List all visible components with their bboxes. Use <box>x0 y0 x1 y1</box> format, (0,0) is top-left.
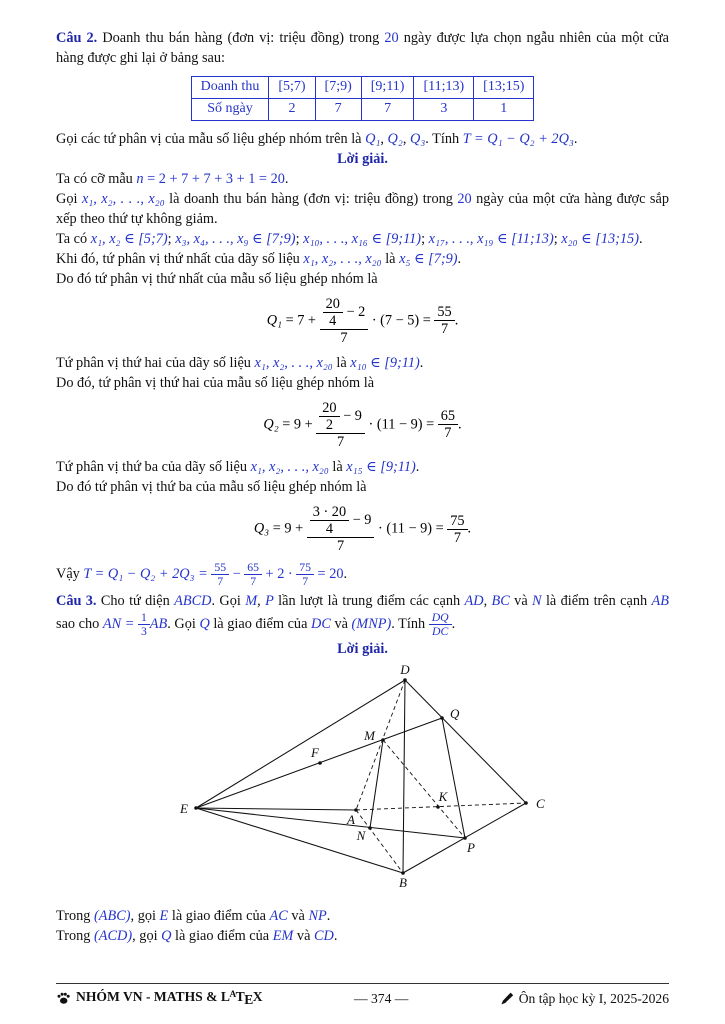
text-segment: sao cho <box>56 616 103 633</box>
table-cell: 7 <box>361 98 414 120</box>
text-segment: 7 <box>440 321 449 338</box>
text-segment: DC <box>311 616 331 633</box>
text-segment: 4 <box>329 312 337 329</box>
text-segment: 55 <box>214 561 227 574</box>
text-segment: . <box>326 907 331 924</box>
fraction <box>434 304 454 337</box>
fraction <box>138 611 150 638</box>
text-segment: . Tính <box>391 616 429 633</box>
text-segment: Q₃ <box>410 130 426 147</box>
figure-edge-PQ <box>442 718 465 838</box>
fraction <box>316 400 365 450</box>
page-number: — 374 — <box>353 990 409 1006</box>
text-segment: . <box>467 520 472 537</box>
text-segment: 65 <box>440 408 456 425</box>
text-segment: AC <box>269 907 288 924</box>
text-segment: là điểm trên cạnh <box>541 593 652 610</box>
text-segment: Q₂ <box>387 130 403 147</box>
fraction <box>438 408 458 441</box>
solution-heading-q2 <box>56 149 669 169</box>
text-segment: − <box>229 565 245 582</box>
footer-right-text: Ôn tập học kỳ I, 2025-2026 <box>518 990 669 1006</box>
text-segment: (ACD) <box>94 927 133 944</box>
latex-logo: $L^ATEX$ <box>220 989 263 1007</box>
equation-q3 <box>56 504 669 554</box>
figure-edge-MP-hidden <box>383 740 465 838</box>
text-segment: , <box>257 593 266 610</box>
text-segment: . <box>457 250 462 267</box>
figure-point-K <box>436 805 440 809</box>
q2-problem-statement <box>56 28 669 68</box>
text-segment: là <box>332 354 351 371</box>
text-segment: 3 <box>140 625 147 639</box>
table-cell: [9;11) <box>361 77 414 99</box>
text-segment: Do đó, tứ phân vị thứ hai của mẫu số liệu ghép nhóm là <box>56 374 375 391</box>
text-segment: ABCD <box>174 593 212 610</box>
text-segment: DC <box>432 625 449 639</box>
q3-line-construct-e <box>56 906 669 926</box>
figure-point-E <box>194 806 198 810</box>
text-segment: là giao điểm của <box>168 907 270 924</box>
figure-point-M <box>381 738 385 742</box>
table-cell: 7 <box>315 98 361 120</box>
figure-point-F <box>318 761 322 765</box>
text-segment: . <box>284 170 289 187</box>
figure-label-Q: Q <box>450 705 460 721</box>
text-segment: 7 <box>250 575 257 589</box>
text-segment: n <box>136 170 144 187</box>
text-segment: N <box>532 593 542 610</box>
q2-conclusion-line <box>56 561 669 588</box>
text-segment: , gọi <box>132 927 162 944</box>
figure-label-P: P <box>467 839 475 855</box>
text-segment: x₁, x₂, . . ., x₂₀ <box>303 250 382 267</box>
figure-label-N: N <box>356 827 366 843</box>
text-segment: là giao điểm của <box>171 927 273 944</box>
text-segment: AD <box>464 593 484 610</box>
text-segment: AB <box>651 593 669 610</box>
text-segment: Ta có <box>56 230 91 247</box>
text-segment: Vậy <box>56 565 84 582</box>
text-segment: Câu 3. <box>56 593 97 610</box>
figure-label-K: K <box>438 788 448 804</box>
figure-label-E: E <box>180 800 188 816</box>
fraction <box>310 504 349 537</box>
text-segment: , gọi <box>130 907 160 924</box>
text-segment: Q₁ <box>266 312 282 329</box>
text-segment: AB <box>149 616 168 633</box>
text-segment: T = Q₁ − Q₂ + 2Q₃ <box>462 130 574 147</box>
text-segment: x₁₇, . . ., x₁₉ ∈ [11;13) <box>428 230 554 247</box>
text-segment: x₅ ∈ [7;9) <box>399 250 458 267</box>
text-segment: = 2 + 7 + 7 + 3 + 1 = 20 <box>143 170 285 187</box>
fraction <box>320 296 369 346</box>
figure-label-B: B <box>399 874 407 890</box>
text-segment: . <box>415 458 420 475</box>
q2-line-sample-size <box>56 169 669 189</box>
figure-point-Q <box>440 716 444 720</box>
figure-point-C <box>524 801 528 805</box>
text-segment: E <box>159 907 169 924</box>
footer-brand-text: NHÓM VN - MATHS & $L^ATEX$ <box>76 989 263 1007</box>
text-segment: BC <box>491 593 510 610</box>
text-segment: . <box>419 354 424 371</box>
equation-q1 <box>56 296 669 346</box>
q2-question-line <box>56 129 669 149</box>
text-segment: là giao điểm của <box>209 616 311 633</box>
text-segment: . <box>454 312 459 329</box>
text-segment: 55 <box>437 304 452 321</box>
text-segment: . <box>343 565 348 582</box>
figure-label-D: D <box>400 662 410 677</box>
text-segment: , <box>402 130 410 147</box>
table-cell: 3 <box>414 98 474 120</box>
text-segment: , <box>483 593 492 610</box>
fraction <box>211 561 229 588</box>
text-segment: Gọi các tứ phân vị của mẫu số liệu ghép nhóm trên là <box>56 130 366 147</box>
text-segment: 20 <box>384 30 399 46</box>
figure-edge-DB <box>403 680 405 873</box>
text-segment: và <box>293 927 315 944</box>
text-segment: lần lượt là trung điểm các cạnh <box>273 593 465 610</box>
text-segment: Trong <box>56 907 95 924</box>
text-segment: DQ <box>431 611 449 625</box>
text-segment: . Gọi <box>167 616 200 633</box>
text-segment: . <box>458 416 462 433</box>
q3-problem-statement <box>56 591 669 638</box>
text-segment: 7 <box>340 329 348 346</box>
fraction <box>429 611 452 638</box>
text-segment: · (11 − 9) = <box>374 520 448 537</box>
text-segment: P <box>265 593 274 610</box>
text-segment: Tứ phân vị thứ ba của dãy số liệu <box>56 458 251 475</box>
text-segment: là <box>381 250 400 267</box>
text-segment: 7 <box>444 425 452 442</box>
text-segment: Q <box>199 616 210 633</box>
text-segment: là doanh thu bán hàng (đơn vị: triệu đồng) trong <box>164 190 458 207</box>
figure-point-N <box>368 826 372 830</box>
text-segment: CD <box>314 927 334 944</box>
table-cell: [11;13) <box>414 77 474 99</box>
q2-line-q2-intro <box>56 373 669 393</box>
text-segment: ; <box>167 230 176 247</box>
q2-line-q1-intro <box>56 269 669 289</box>
text-segment: . <box>333 927 338 944</box>
text-segment: 20 <box>457 190 472 207</box>
q2-line-q3-intro <box>56 477 669 497</box>
solution-heading-q3 <box>56 639 669 659</box>
text-segment: (ABC) <box>94 907 131 924</box>
text-segment: Khi đó, tứ phân vị thứ nhất của dãy số liệu <box>56 250 304 267</box>
q2-line-q3-position <box>56 457 669 477</box>
text-segment: ngày được lựa chọn ngẫu nhiên của một cửa hàng được ghi lại ở bảng sau: <box>56 30 669 67</box>
paw-icon <box>56 992 71 1005</box>
table-cell: [13;15) <box>474 77 534 99</box>
text-segment: ; <box>421 230 429 247</box>
text-segment: ngày của một cửa hàng được sắp xếp theo thứ tự không giảm. <box>56 190 669 227</box>
text-segment: = 7 + <box>282 312 320 329</box>
table-cell: [5;7) <box>269 77 315 99</box>
text-segment: 4 <box>325 521 333 537</box>
text-segment: x₁₀, . . ., x₁₆ ∈ [9;11) <box>303 230 422 247</box>
text-segment: x₃, x₄, . . ., x₉ ∈ [7;9) <box>175 230 296 247</box>
table-row <box>191 98 534 120</box>
tetrahedron-figure <box>0 663 725 901</box>
figure-wrapper <box>0 663 725 906</box>
table-row <box>191 77 534 99</box>
figure-label-A: A <box>347 811 355 827</box>
q2-line-q1-position <box>56 249 669 269</box>
text-segment: · (7 − 5) = <box>368 312 435 329</box>
solution-heading-label: Lời giải. <box>337 640 388 657</box>
text-segment: ; <box>295 230 304 247</box>
text-segment: Tứ phân vị thứ hai của dãy số liệu <box>56 354 255 371</box>
text-segment: x₁₀ ∈ [9;11) <box>350 354 420 371</box>
text-segment: Doanh thu bán hàng (đơn vị: triệu đồng) trong <box>97 30 385 46</box>
figure-edge-EA <box>196 808 356 810</box>
table-cell: Doanh thu <box>191 77 269 99</box>
fraction <box>296 561 314 588</box>
text-segment: + 2 · <box>261 565 297 582</box>
text-segment: T = Q₁ − Q₂ + 2Q₃ = <box>83 565 212 582</box>
text-segment: Do đó tứ phân vị thứ ba của mẫu số liệu ghép nhóm là <box>56 478 367 495</box>
text-segment: . <box>638 230 643 247</box>
text-segment: 2 <box>325 416 333 433</box>
figure-label-M: M <box>364 727 375 743</box>
text-segment: 3 · 20 <box>312 504 347 520</box>
text-segment: 7 <box>337 433 345 450</box>
text-segment: x₁, x₂, . . ., x₂₀ <box>254 354 333 371</box>
table-cell: [7;9) <box>315 77 361 99</box>
text-segment: 7 <box>217 575 224 589</box>
text-segment: Ta có cỡ mẫu <box>56 170 137 187</box>
figure-edge-DC <box>405 680 526 803</box>
pencil-icon <box>500 992 514 1005</box>
fraction <box>323 296 343 329</box>
equation-q2 <box>56 400 669 450</box>
text-segment: x₁, x₂ ∈ [5;7) <box>90 230 168 247</box>
text-segment: 20 <box>322 399 337 416</box>
text-segment: 7 <box>302 575 309 589</box>
text-segment: 7 <box>337 538 345 554</box>
figure-label-F: F <box>311 744 319 760</box>
figure-point-D <box>403 678 407 682</box>
text-segment: Câu 2. <box>56 30 98 46</box>
figure-label-C: C <box>536 795 545 811</box>
text-segment: 75 <box>299 561 311 574</box>
text-segment: − 9 <box>349 511 372 528</box>
figure-edge-MN <box>370 740 383 828</box>
text-segment: (MNP) <box>351 616 392 633</box>
text-segment: Q <box>161 927 172 944</box>
figure-edge-EP <box>196 808 465 838</box>
text-segment: Q₃ <box>253 520 270 537</box>
text-segment: x₁₅ ∈ [9;11) <box>346 458 416 475</box>
text-segment: 1 <box>140 611 147 625</box>
table-cell: Số ngày <box>191 98 269 120</box>
text-segment: và <box>287 907 309 924</box>
text-segment: là <box>328 458 347 475</box>
fraction <box>447 513 467 546</box>
text-segment: − 9 <box>339 407 362 424</box>
figure-edge-DA-hidden <box>356 680 405 810</box>
fraction <box>319 400 339 433</box>
text-segment: Cho tứ diện <box>96 593 175 610</box>
text-segment: AN = <box>102 616 138 633</box>
text-segment: x₂₀ ∈ [13;15) <box>561 230 639 247</box>
footer-right <box>500 991 669 1007</box>
text-segment: = 20 <box>313 565 344 582</box>
text-segment: Q₁ <box>365 130 381 147</box>
text-segment: 65 <box>247 561 259 574</box>
text-segment: Q₂ <box>263 416 279 433</box>
figure-edge-ED <box>196 680 405 808</box>
text-segment: = 9 + <box>269 520 307 537</box>
text-segment: Gọi <box>56 190 82 207</box>
text-segment: x₁, x₂, . . ., x₂₀ <box>81 190 165 207</box>
text-segment: . <box>451 616 456 633</box>
frequency-table-body <box>191 77 534 121</box>
q3-line-construct-q <box>56 926 669 946</box>
text-segment: = 9 + <box>278 416 317 433</box>
text-segment: . Gọi <box>211 593 246 610</box>
text-segment: , <box>380 130 388 147</box>
frequency-table <box>191 76 535 121</box>
text-segment: . Tính <box>425 130 463 147</box>
text-segment: Trong <box>56 927 95 944</box>
footer <box>56 983 669 1008</box>
text-segment: Do đó tứ phân vị thứ nhất của mẫu số liệu ghép nhóm là <box>56 270 378 287</box>
fraction <box>307 504 375 554</box>
text-segment: NP <box>308 907 327 924</box>
q2-line-groups <box>56 229 669 249</box>
fraction <box>244 561 262 588</box>
text-segment: 20 <box>325 295 340 312</box>
text-segment: − 2 <box>342 303 366 320</box>
text-segment: EM <box>272 927 294 944</box>
q2-line-define-x <box>56 189 669 229</box>
text-segment: · (11 − 9) = <box>364 416 438 433</box>
text-segment: . <box>573 130 578 147</box>
text-segment: ; <box>553 230 562 247</box>
footer-brand <box>56 989 263 1008</box>
table-cell: 1 <box>474 98 534 120</box>
q2-line-q2-position <box>56 353 669 373</box>
text-segment: và <box>330 616 352 633</box>
text-segment: x₁, x₂, . . ., x₂₀ <box>250 458 329 475</box>
table-cell: 2 <box>269 98 315 120</box>
text-segment: và <box>509 593 533 610</box>
text-segment: M <box>245 593 258 610</box>
text-segment: 7 <box>453 529 461 546</box>
figure-edge-AC-hidden <box>356 803 526 810</box>
solution-heading-label: Lời giải. <box>337 150 388 167</box>
text-segment: 75 <box>450 512 465 529</box>
